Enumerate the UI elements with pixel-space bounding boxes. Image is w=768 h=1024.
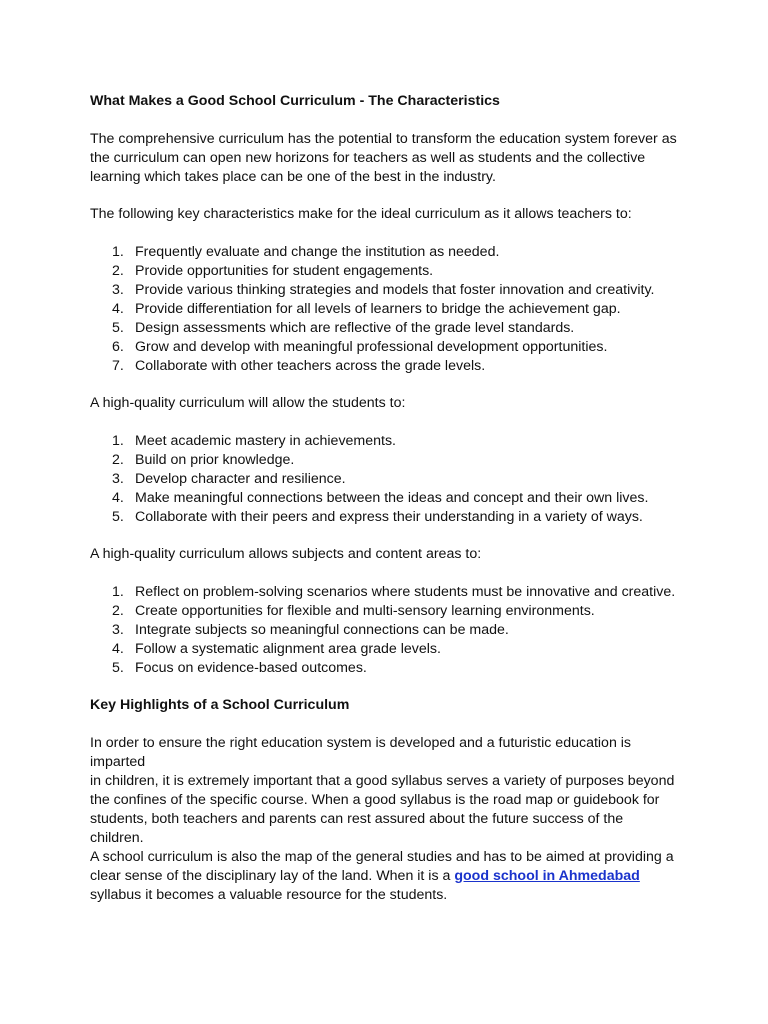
spacer [90, 564, 678, 583]
list-text: Provide opportunities for student engagements. [135, 262, 434, 279]
list-item [90, 602, 678, 621]
highlights-line-with-link [90, 867, 678, 886]
teachers-lead: The following key characteristics make for the ideal curriculum as it allows teachers to: [90, 206, 632, 222]
teachers-list [90, 243, 678, 376]
spacer [90, 111, 678, 130]
list-number: 3. [112, 621, 124, 638]
list-number: 1. [112, 583, 124, 600]
list-item [90, 262, 678, 281]
list-item [90, 338, 678, 357]
list-text: Frequently evaluate and change the institution as needed. [135, 243, 500, 260]
list-text: Create opportunities for flexible and multi-sensory learning environments. [135, 602, 595, 619]
list-text: Make meaningful connections between the ideas and concept and their own lives. [135, 489, 649, 506]
list-text: Follow a systematic alignment area grade levels. [135, 640, 441, 657]
list-item [90, 640, 678, 659]
list-item [90, 357, 678, 376]
spacer [90, 224, 678, 243]
list-item [90, 281, 678, 300]
spacer [90, 527, 678, 546]
intro-paragraph [90, 130, 678, 187]
spacer [90, 715, 678, 734]
list-text: Provide various thinking strategies and models that foster innovation and creativity. [135, 281, 655, 298]
spacer [90, 413, 678, 432]
list-item [90, 621, 678, 640]
list-item [90, 583, 678, 602]
list-number: 1. [112, 432, 124, 449]
list-number: 7. [112, 357, 124, 374]
subjects-lead: A high-quality curriculum allows subjects and content areas to: [90, 546, 482, 562]
list-text: Collaborate with other teachers across the grade levels. [135, 357, 486, 374]
highlights-line: the confines of the specific course. When a good syllabus is the road map or guidebook for [90, 791, 660, 808]
list-item [90, 659, 678, 678]
students-list [90, 432, 678, 527]
highlights-line-text: clear sense of the disciplinary lay of the land. When it is a [90, 867, 455, 884]
list-number: 4. [112, 640, 124, 657]
list-item [90, 489, 678, 508]
highlights-paragraph [90, 734, 678, 905]
list-number: 1. [112, 243, 124, 260]
spacer [90, 187, 678, 206]
list-number: 5. [112, 319, 124, 336]
list-text: Collaborate with their peers and express their understanding in a variety of ways. [135, 508, 643, 525]
list-item [90, 243, 678, 262]
list-number: 5. [112, 659, 124, 676]
intro-line: The comprehensive curriculum has the potential to transform the education system forever as [90, 130, 677, 147]
list-item [90, 319, 678, 338]
list-number: 5. [112, 508, 124, 525]
subjects-list [90, 583, 678, 678]
list-text: Develop character and resilience. [135, 470, 346, 487]
list-text: Meet academic mastery in achievements. [135, 432, 397, 449]
list-text: Integrate subjects so meaningful connections can be made. [135, 621, 509, 638]
highlights-title: Key Highlights of a School Curriculum [90, 697, 350, 713]
list-text: Focus on evidence-based outcomes. [135, 659, 367, 676]
list-number: 6. [112, 338, 124, 355]
list-number: 2. [112, 451, 124, 468]
list-number: 4. [112, 300, 124, 317]
highlights-line: A school curriculum is also the map of the general studies and has to be aimed at providing a [90, 848, 674, 865]
list-text: Grow and develop with meaningful professional development opportunities. [135, 338, 608, 355]
list-text: Design assessments which are reflective of the grade level standards. [135, 319, 575, 336]
spacer [90, 678, 678, 697]
list-item [90, 300, 678, 319]
intro-line: learning which takes place can be one of the best in the industry. [90, 168, 496, 185]
list-number: 2. [112, 262, 124, 279]
list-item [90, 432, 678, 451]
highlights-line: syllabus it becomes a valuable resource for the students. [90, 886, 448, 903]
good-school-link[interactable]: good school in Ahmedabad [454, 867, 640, 884]
highlights-line: in children, it is extremely important that a good syllabus serves a variety of purposes beyond [90, 772, 675, 789]
list-text: Reflect on problem-solving scenarios where students must be innovative and creative. [135, 583, 676, 600]
list-number: 2. [112, 602, 124, 619]
list-number: 3. [112, 470, 124, 487]
list-number: 3. [112, 281, 124, 298]
intro-line: the curriculum can open new horizons for teachers as well as students and the collective [90, 149, 646, 166]
spacer [90, 376, 678, 395]
list-text: Provide differentiation for all levels of learners to bridge the achievement gap. [135, 300, 621, 317]
list-number: 4. [112, 489, 124, 506]
list-text: Build on prior knowledge. [135, 451, 295, 468]
list-item [90, 508, 678, 527]
students-lead: A high-quality curriculum will allow the students to: [90, 395, 406, 411]
highlights-line: In order to ensure the right education system is developed and a futuristic education is imparted [90, 734, 632, 770]
document-title: What Makes a Good School Curriculum - The Characteristics [90, 93, 500, 109]
highlights-line: students, both teachers and parents can rest assured about the future success of the children. [90, 810, 624, 846]
list-item [90, 451, 678, 470]
list-item [90, 470, 678, 489]
